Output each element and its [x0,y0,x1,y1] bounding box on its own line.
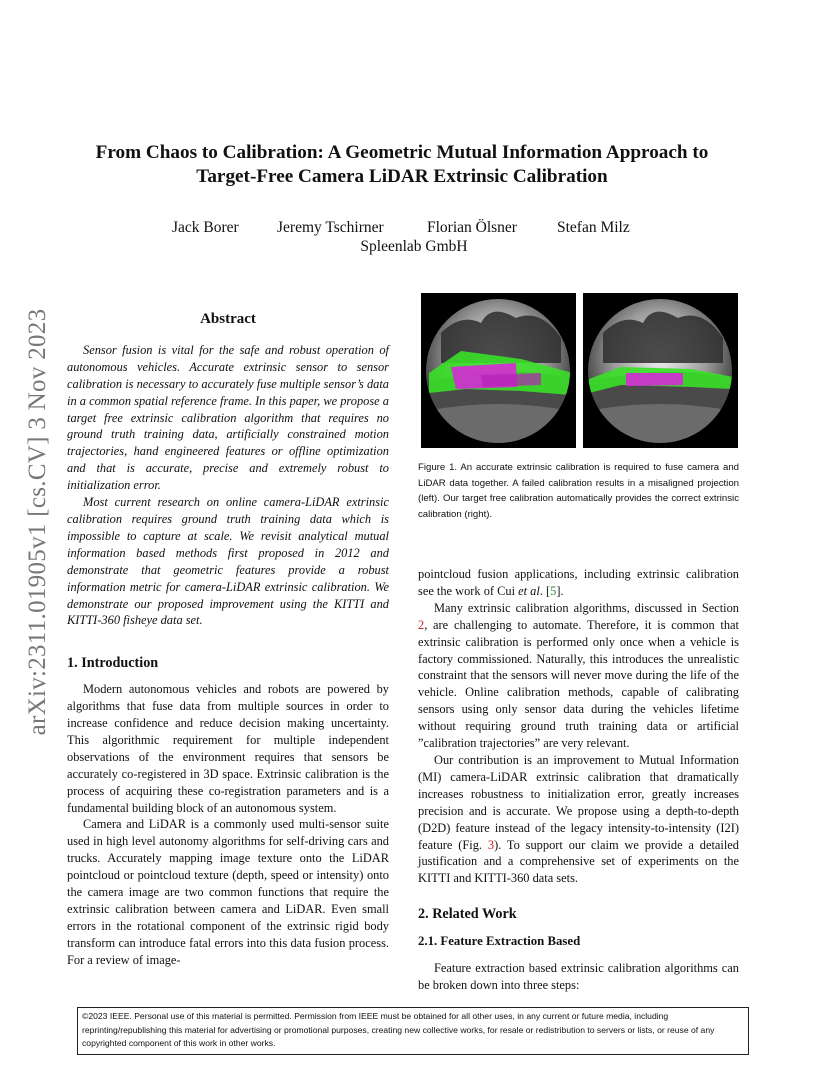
body-paragraph: Modern autonomous vehicles and robots are powered by algorithms that fuse data from multiple sources in order to increase confidence and reduce decision making uncertainty. This algorithmic requirement for multiple independent observations of the environment requires that sensors be accurately co-registered in 3D space. Extrinsic calibration is the process of acquiring these co-registration parameters and is a fundamental building block of an autonomous system. [67,682,389,815]
subsection-heading-feature-extraction: 2.1. Feature Extraction Based [418,934,581,949]
text-run: ). To support our claim we provide a detailed justification and a comprehensive set of experiments on the KITTI and KITTI-360 data sets. [418,837,740,886]
text-run: Our contribution is an improvement to Mutual Information (MI) camera-LiDAR extrinsic calibration that dramatically increases robustness to initialization error, greatly increases precision and is accurate. We propose using a depth-to-depth (D2D) feature instead of the legacy intensity-to-intensity (I2I) feature (Fig. [418,752,739,852]
author-2: Jeremy Tschirner [277,219,384,236]
affiliation: Spleenlab GmbH [360,238,468,255]
text-run: , are challenging to automate. Therefore, it is common that extrinsic calibration is performed only once when a vehicle is factory commissioned. Naturally, this introduces the unrealistic constraint that the sensors will never move during the life of the vehicle. Online calibration methods, capable of calibrating sensors using only sensor data during the vehicles lifetime without requiring ground truth training data or artificial ”calibration trajectories” are very relevant. [418,617,739,751]
text-run: et al [518,583,540,598]
figure-1-images [421,293,738,448]
copyright-notice: ©2023 IEEE. Personal use of this material is permitted. Permission from IEEE must be obtained for all other uses, in any current or future media, including reprinting/republishing this material for advertising or promotional purposes, creating new collective works, for resale or redistribution to servers or lists, or reuse of any copyrighted component of this work in other works. [77,1007,749,1055]
citation-link[interactable]: 5 [550,583,557,598]
body-paragraph: Feature extraction based extrinsic calibration algorithms can be broken down into three steps: [418,961,739,992]
author-4: Stefan Milz [557,219,630,236]
body-paragraph [418,566,739,600]
title-line-2: Target-Free Camera LiDAR Extrinsic Calibration [196,166,608,187]
abstract-paragraph: Most current research on online camera-LiDAR extrinsic calibration requires ground truth training data which is impossible to capture at scale. We revisit analytical mutual information based methods first proposed in 2012 and demonstrate that geometric features provide a robust information metric for camera-LiDAR extrinsic calibration. We demonstrate our proposed improvement using the KITTI and KITTI-360 fisheye data set. [67,495,389,628]
paper-title [60,141,744,189]
section-heading-introduction: 1. Introduction [67,655,159,672]
abstract-paragraph: Sensor fusion is vital for the safe and robust operation of autonomous vehicles. Accurate extrinsic sensor to sensor calibration is necessary to accurately fuse multiple sensor’s data in a common spatial reference frame. In this paper, we propose a target free extrinsic calibration algorithm that requires no ground truth training data, artificially constrained motion trajectories, hand engineered features or offline optimization and that is accurate, precise and extremely robust to initialization error. [67,342,389,493]
figure-ref-link[interactable]: 3 [487,837,495,852]
arxiv-stamp [18,287,58,757]
author-3: Florian Ölsner [427,219,517,236]
text-run: pointcloud fusion applications, including extrinsic calibration see the work of Cui [418,567,739,598]
fisheye-image-misaligned [421,293,576,448]
figure-1-caption: Figure 1. An accurate extrinsic calibration is required to fuse camera and LiDAR data together. A failed calibration results in a misaligned projection (left). Our target free calibration automatically provides the correct extrinsic calibration (right). [418,462,739,521]
section-heading-related-work: 2. Related Work [418,906,517,923]
text-run: ]. [556,583,564,598]
abstract-heading: Abstract [200,311,256,327]
text-run: Many extrinsic calibration algorithms, discussed in Section [434,600,739,615]
body-paragraph: Camera and LiDAR is a commonly used multi-sensor suite used in high level autonomy algorithms for self-driving cars and trucks. Accurately mapping image texture onto the LiDAR pointcloud or pointcloud texture (depth, speed or intensity) onto the camera image are two common functions that require the extrinsic calibration between camera and LiDAR. Even small errors in the rotational component of the extrinsic rigid body transform can introduce fatal errors into this data fusion process. For a review of image- [67,817,389,967]
body-paragraph [418,752,739,887]
abstract-body [67,342,389,629]
body-paragraph [418,600,739,752]
figure-1 [421,293,738,448]
right-column [418,566,739,994]
author-list [0,219,828,239]
left-column [67,311,389,969]
author-1: Jack Borer [172,219,239,236]
arxiv-stamp-text: arXiv:2311.01905v1 [cs.CV] 3 Nov 2023 [24,308,51,736]
text-run: . [ [539,583,551,598]
title-line-1: From Chaos to Calibration: A Geometric Mutual Information Approach to [95,142,709,163]
section-ref-link[interactable]: 2 [418,617,425,632]
fisheye-image-aligned [583,293,738,448]
